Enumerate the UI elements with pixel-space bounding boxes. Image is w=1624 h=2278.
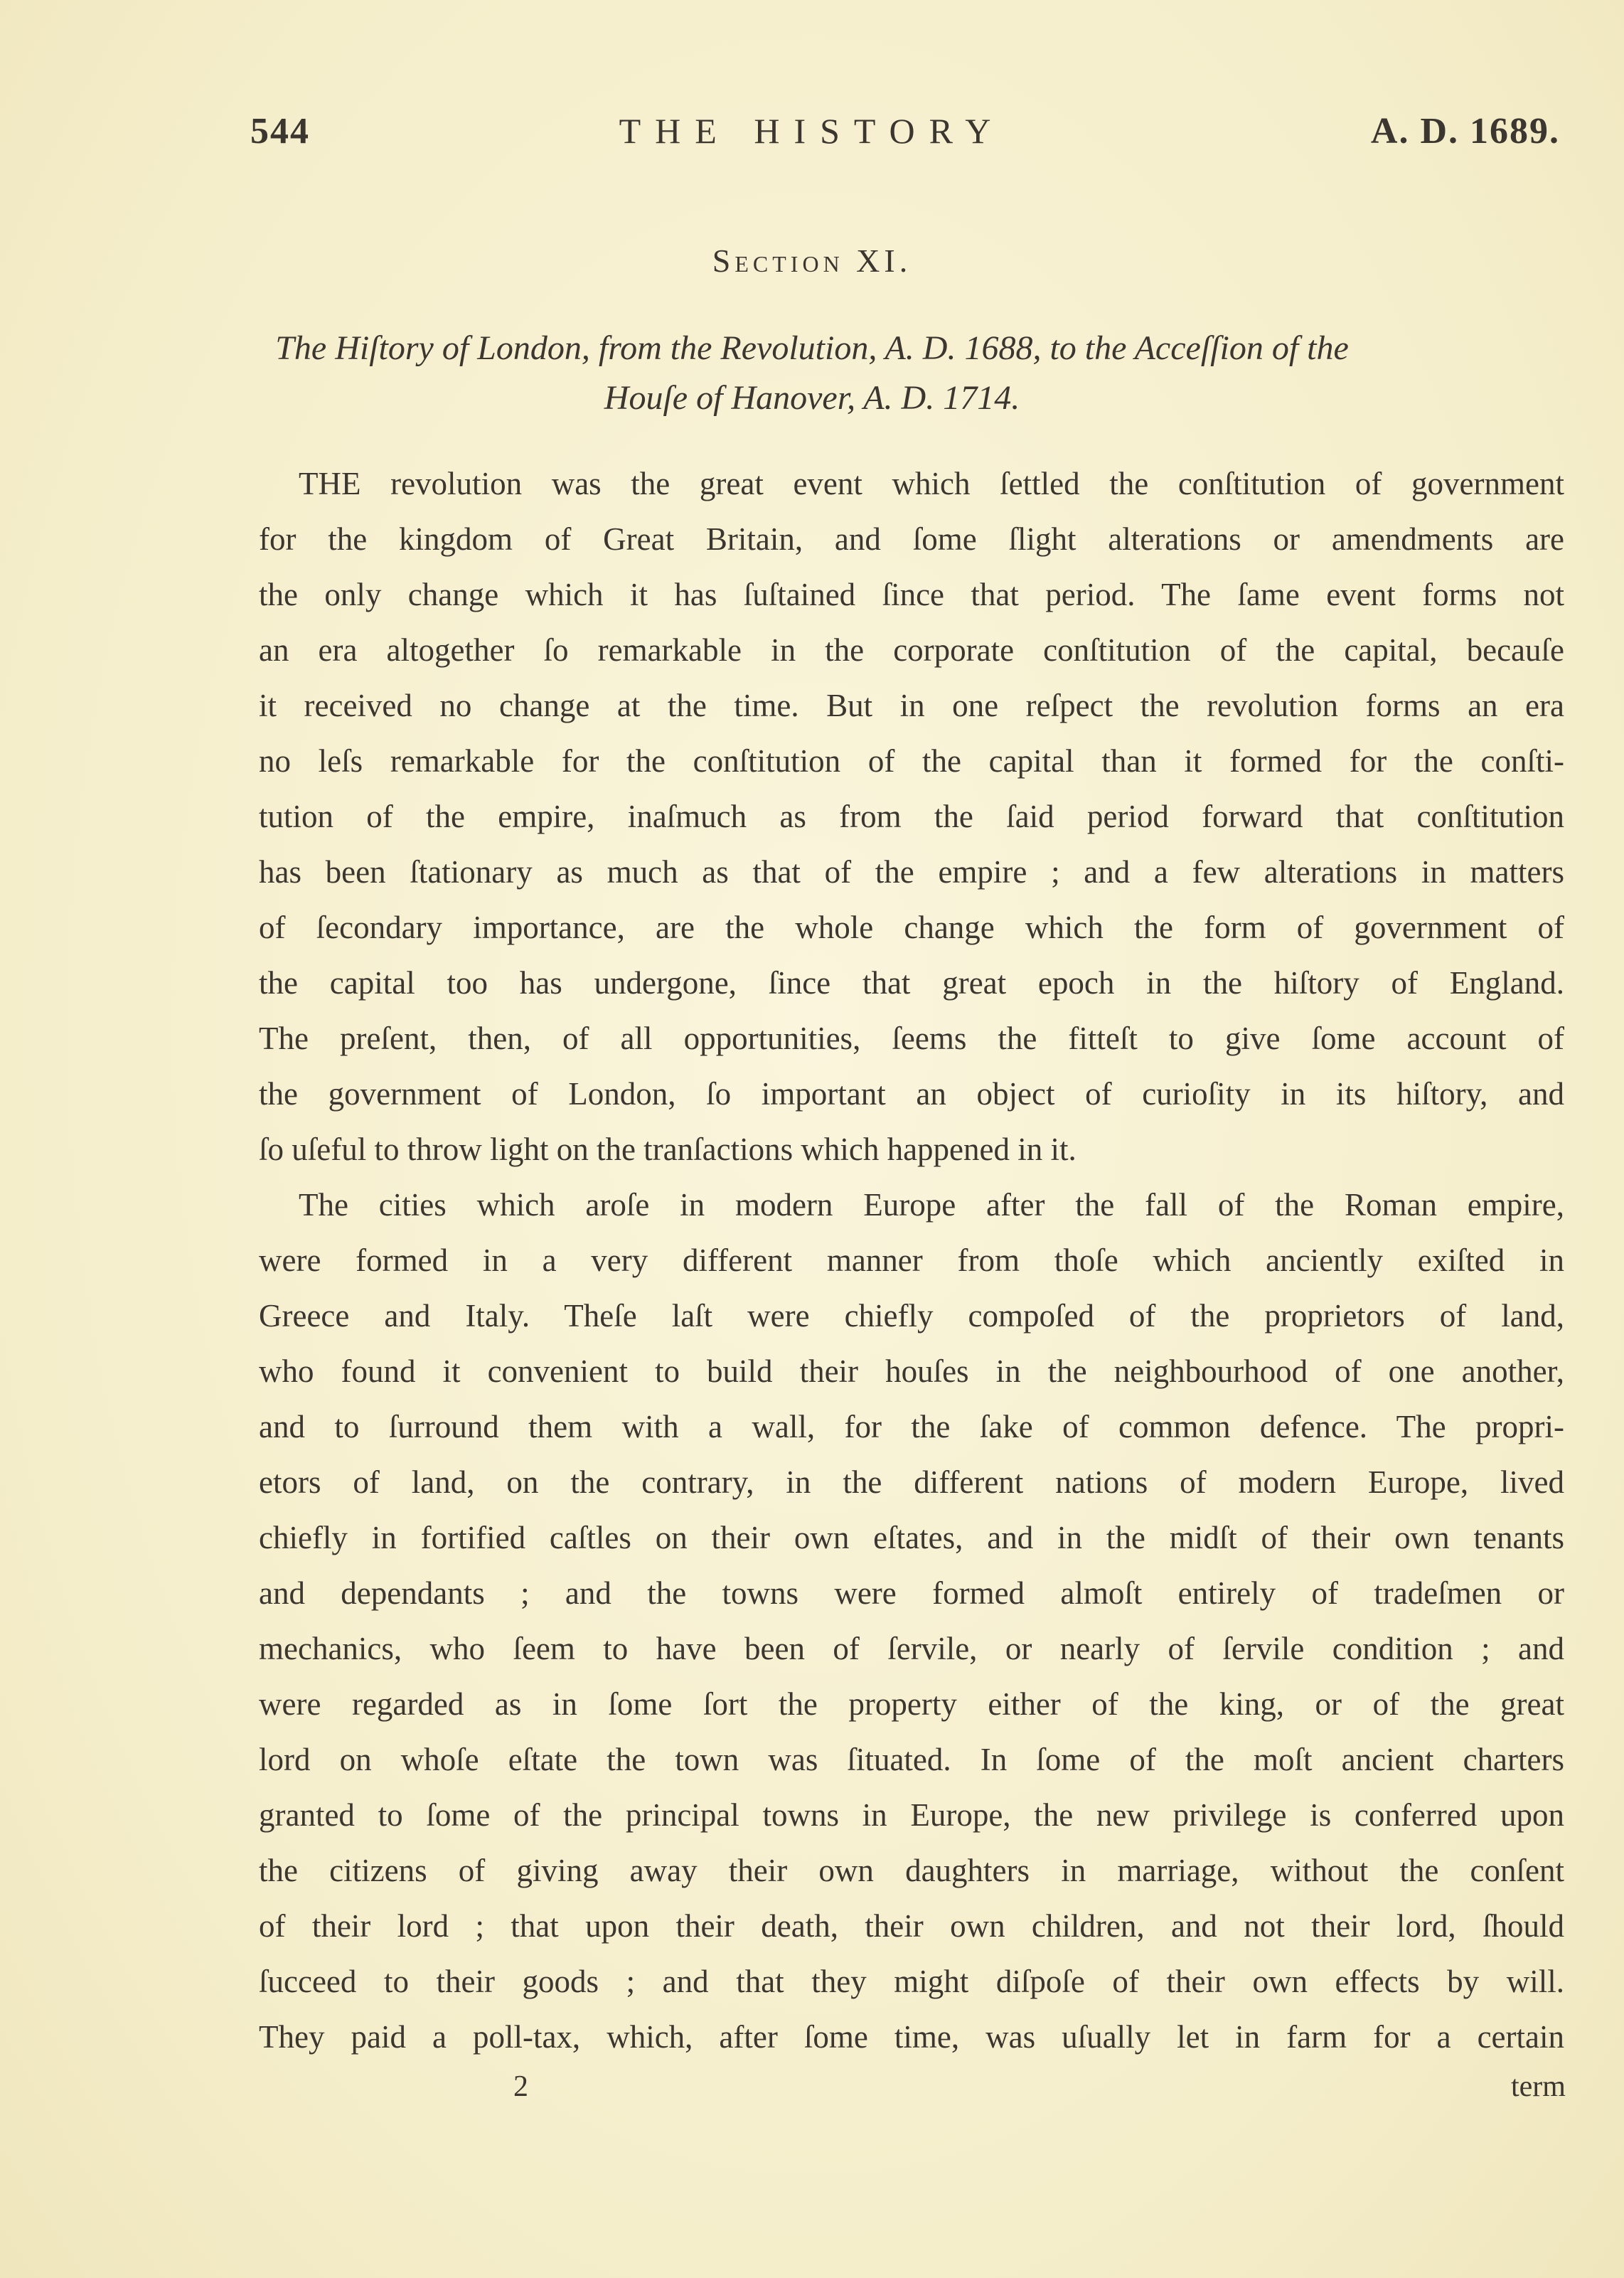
text-line: The preſent, then, of all opportunities, ſeems the fitteſt to give ſome account of: [259, 1021, 1564, 1056]
text-line: lord on whoſe eſtate the town was ſituated. In ſome of the moſt ancient charters: [259, 1742, 1564, 1777]
text-line: the citizens of giving away their own daughters in marriage, without the conſent: [259, 1853, 1564, 1888]
page-number: 544: [250, 111, 310, 151]
text-line: tution of the empire, inaſmuch as from the ſaid period forward that conſtitution: [259, 799, 1564, 834]
text-line: ſucceed to their goods ; and that they might diſpoſe of their own effects by will.: [259, 1964, 1564, 1999]
text-line: and dependants ; and the towns were formed almoſt entirely of tradeſmen or: [259, 1575, 1564, 1611]
text-line: an era altogether ſo remarkable in the corporate conſtitution of the capital, becauſe: [259, 632, 1564, 668]
signature-mark: 2: [513, 2070, 528, 2103]
text-line: were regarded as in ſome ſort the property either of the king, or of the great: [259, 1686, 1564, 1722]
text-line: granted to ſome of the principal towns in Europe, the new privilege is conferred upon: [259, 1797, 1564, 1833]
text-line: THE revolution was the great event which ſettled the conſtitution of government: [299, 466, 1564, 501]
text-line: Greece and Italy. Theſe laſt were chiefly compoſed of the proprietors of land,: [259, 1298, 1564, 1334]
body-text: [259, 456, 1564, 2065]
text-line: of ſecondary importance, are the whole change which the form of government of: [259, 910, 1564, 945]
section-title-line: Houſe of Hanover, A. D. 1714.: [604, 379, 1020, 417]
text-line: no leſs remarkable for the conſtitution of the capital than it formed for the conſti-: [259, 743, 1564, 779]
text-line: has been ſtationary as much as that of the empire ; and a few alterations in matters: [259, 854, 1564, 890]
text-line: etors of land, on the contrary, in the different nations of modern Europe, lived: [259, 1464, 1564, 1500]
text-line: were formed in a very different manner from thoſe which anciently exiſted in: [259, 1242, 1564, 1278]
section-heading: Section XI.: [712, 243, 912, 279]
running-date: A. D. 1689.: [1370, 111, 1560, 151]
text-line: the only change which it has ſuſtained ſince that period. The ſame event forms not: [259, 577, 1564, 612]
text-line: and to ſurround them with a wall, for the ſake of common defence. The propri-: [259, 1409, 1564, 1444]
catchword: term: [1511, 2070, 1566, 2103]
text-line: for the kingdom of Great Britain, and ſome ſlight alterations or amendments are: [259, 521, 1564, 557]
text-line: of their lord ; that upon their death, their own children, and not their lord, ſhould: [259, 1908, 1564, 1944]
text-line: the government of London, ſo important an object of curioſity in its hiſtory, and: [259, 1076, 1564, 1112]
text-line: ſo uſeful to throw light on the tranſactions which happened in it.: [259, 1132, 1077, 1167]
text-line: chiefly in fortified caſtles on their own eſtates, and in the midſt of their own tenants: [259, 1520, 1564, 1555]
text-line: the capital too has undergone, ſince that great epoch in the hiſtory of England.: [259, 965, 1564, 1001]
section-title-line: The Hiſtory of London, from the Revolution, A. D. 1688, to the Acceſſion of the: [275, 329, 1349, 367]
running-title: THE HISTORY: [619, 111, 1005, 151]
text-line: mechanics, who ſeem to have been of ſervile, or nearly of ſervile condition ; and: [259, 1631, 1564, 1666]
text-line: who found it convenient to build their houſes in the neighbourhood of one another,: [259, 1353, 1564, 1389]
text-line: it received no change at the time. But in one reſpect the revolution forms an era: [259, 688, 1564, 723]
text-line: They paid a poll-tax, which, after ſome time, was uſually let in farm for a certain: [259, 2019, 1564, 2055]
text-line: The cities which aroſe in modern Europe after the fall of the Roman empire,: [299, 1187, 1564, 1223]
